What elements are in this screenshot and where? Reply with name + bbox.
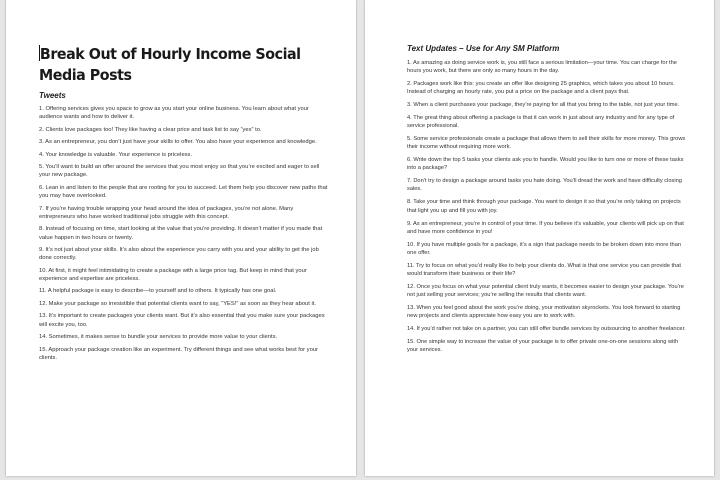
tweets-list bbox=[39, 105, 330, 362]
list-item: 8. Instead of focusing on time, start looking at the value that you’re providing. It doesn’t matter if you made that value happen in two hours or twenty. bbox=[39, 226, 323, 241]
list-item: 4. Your knowledge is valuable. Your experience is priceless. bbox=[39, 151, 193, 158]
list-item: 3. As an entrepreneur, you don’t just have your skills to offer. You also have your experience and knowledge. bbox=[39, 139, 317, 146]
list-item: 14. If you’d rather not take on a partner, you can still offer bundle services by outsourcing to another freelancer. bbox=[407, 325, 686, 332]
text-updates-list bbox=[407, 59, 690, 354]
section-heading-text-updates: Text Updates – Use for Any SM Platform bbox=[407, 44, 560, 53]
list-item: 6. Lean in and listen to the people that are rooting for you to succeed. Let them help you discover new paths that you may have overlooked. bbox=[39, 184, 328, 200]
list-item: 2. Packages work like this: you create an offer like designing 25 graphics, which takes you about 10 hours. Instead of charging an hourly rate, you put a price on the package and a client pays that. bbox=[407, 81, 675, 96]
document-title bbox=[39, 44, 324, 86]
list-item: 5. You’ll want to build an offer around the services that you most enjoy so that you’re excited and eager to sell your new package. bbox=[39, 164, 320, 179]
list-item: 11. A helpful package is easy to describe—to yourself and to others. It typically has one goal. bbox=[39, 288, 277, 295]
list-item: 15. One simple way to increase the value of your package is to offer private one-on-one sessions along with your services. bbox=[407, 338, 679, 353]
list-item: 7. If you’re having trouble wrapping your head around the idea of packages, you’re not alone. Many entrepreneurs who have worked traditional jobs struggle with this concept. bbox=[39, 205, 294, 220]
list-item: 7. Don’t try to design a package around tasks you hate doing. You’ll dread the work and have difficulty closing sales. bbox=[407, 178, 682, 193]
list-item: 2. Clients love packages too! They like having a clear price and task list to say “yes” to. bbox=[39, 126, 262, 133]
list-item: 5. Some service professionals create a package that allows them to sell their skills for more money. This grows their income without requiring more work. bbox=[407, 136, 686, 151]
list-item: 12. Once you focus on what your potential client truly wants, it becomes easier to design your package. You’re not just selling your services; you’re selling the results that clients want. bbox=[407, 283, 684, 298]
section-heading-tweets: Tweets bbox=[39, 91, 66, 100]
list-item: 9. As an entrepreneur, you’re in control of your time. If you believe it’s valuable, your clients will pick up on that and have more confidence in you! bbox=[407, 220, 684, 235]
list-item: 13. When you feel good about the work you’re doing, your motivation skyrockets. You look forward to starting new projects and clients appreciate how easy you are to work with. bbox=[407, 304, 681, 319]
document-page-left[interactable] bbox=[6, 0, 356, 476]
list-item: 3. When a client purchases your package, they’re paying for all that you bring to the table, not just your time. bbox=[407, 102, 680, 109]
list-item: 4. The great thing about offering a package is that it can work in just about any industry and for any type of service professional. bbox=[407, 115, 675, 130]
list-item: 12. Make your package so irresistible that potential clients want to say, “YES!” as soon as they hear about it. bbox=[39, 300, 316, 307]
list-item: 10. At first, it might feel intimidating to create a package with a large price tag. But keep in mind that your experience and expertise are priceless. bbox=[39, 267, 307, 282]
list-item: 11. Try to focus on what you’d really like to help your clients do. What is that one service you can provide that would transform their business or their life? bbox=[407, 262, 681, 277]
document-page-right[interactable] bbox=[365, 0, 714, 476]
list-item: 1. Offering services gives you space to grow as you start your online business. You learn about what your audience wants and how to deliver it. bbox=[39, 106, 309, 121]
document-title-text: Break Out of Hourly Income Social Media Posts bbox=[39, 45, 301, 84]
list-item: 10. If you have multiple goals for a package, it’s a sign that package needs to be broken down into more than one offer. bbox=[407, 241, 682, 256]
list-item: 15. Approach your package creation like an experiment. Try different things and see what works best for your clients. bbox=[39, 346, 318, 361]
list-item: 14. Sometimes, it makes sense to bundle your services to provide more value to your clients. bbox=[39, 334, 278, 341]
list-item: 9. It’s not just about your skills. It’s also about the experience you carry with you and your ability to get the job done correctly. bbox=[39, 247, 319, 262]
list-item: 8. Take your time and think through your package. You want to design it so that you’re only taking on projects that light you up and fill you with joy. bbox=[407, 199, 681, 214]
list-item: 1. As amazing as doing service work is, you still face a serious limitation—your time. You can charge for the hours you work, but there are only so many hours in the day. bbox=[407, 60, 677, 75]
list-item: 6. Write down the top 5 tasks your clients ask you to handle. Would you like to turn one or more of these tasks into a package? bbox=[407, 157, 684, 172]
list-item: 13. It’s important to create packages your clients want. But it’s also essential that you make sure your packages will excite you, too. bbox=[39, 313, 325, 328]
